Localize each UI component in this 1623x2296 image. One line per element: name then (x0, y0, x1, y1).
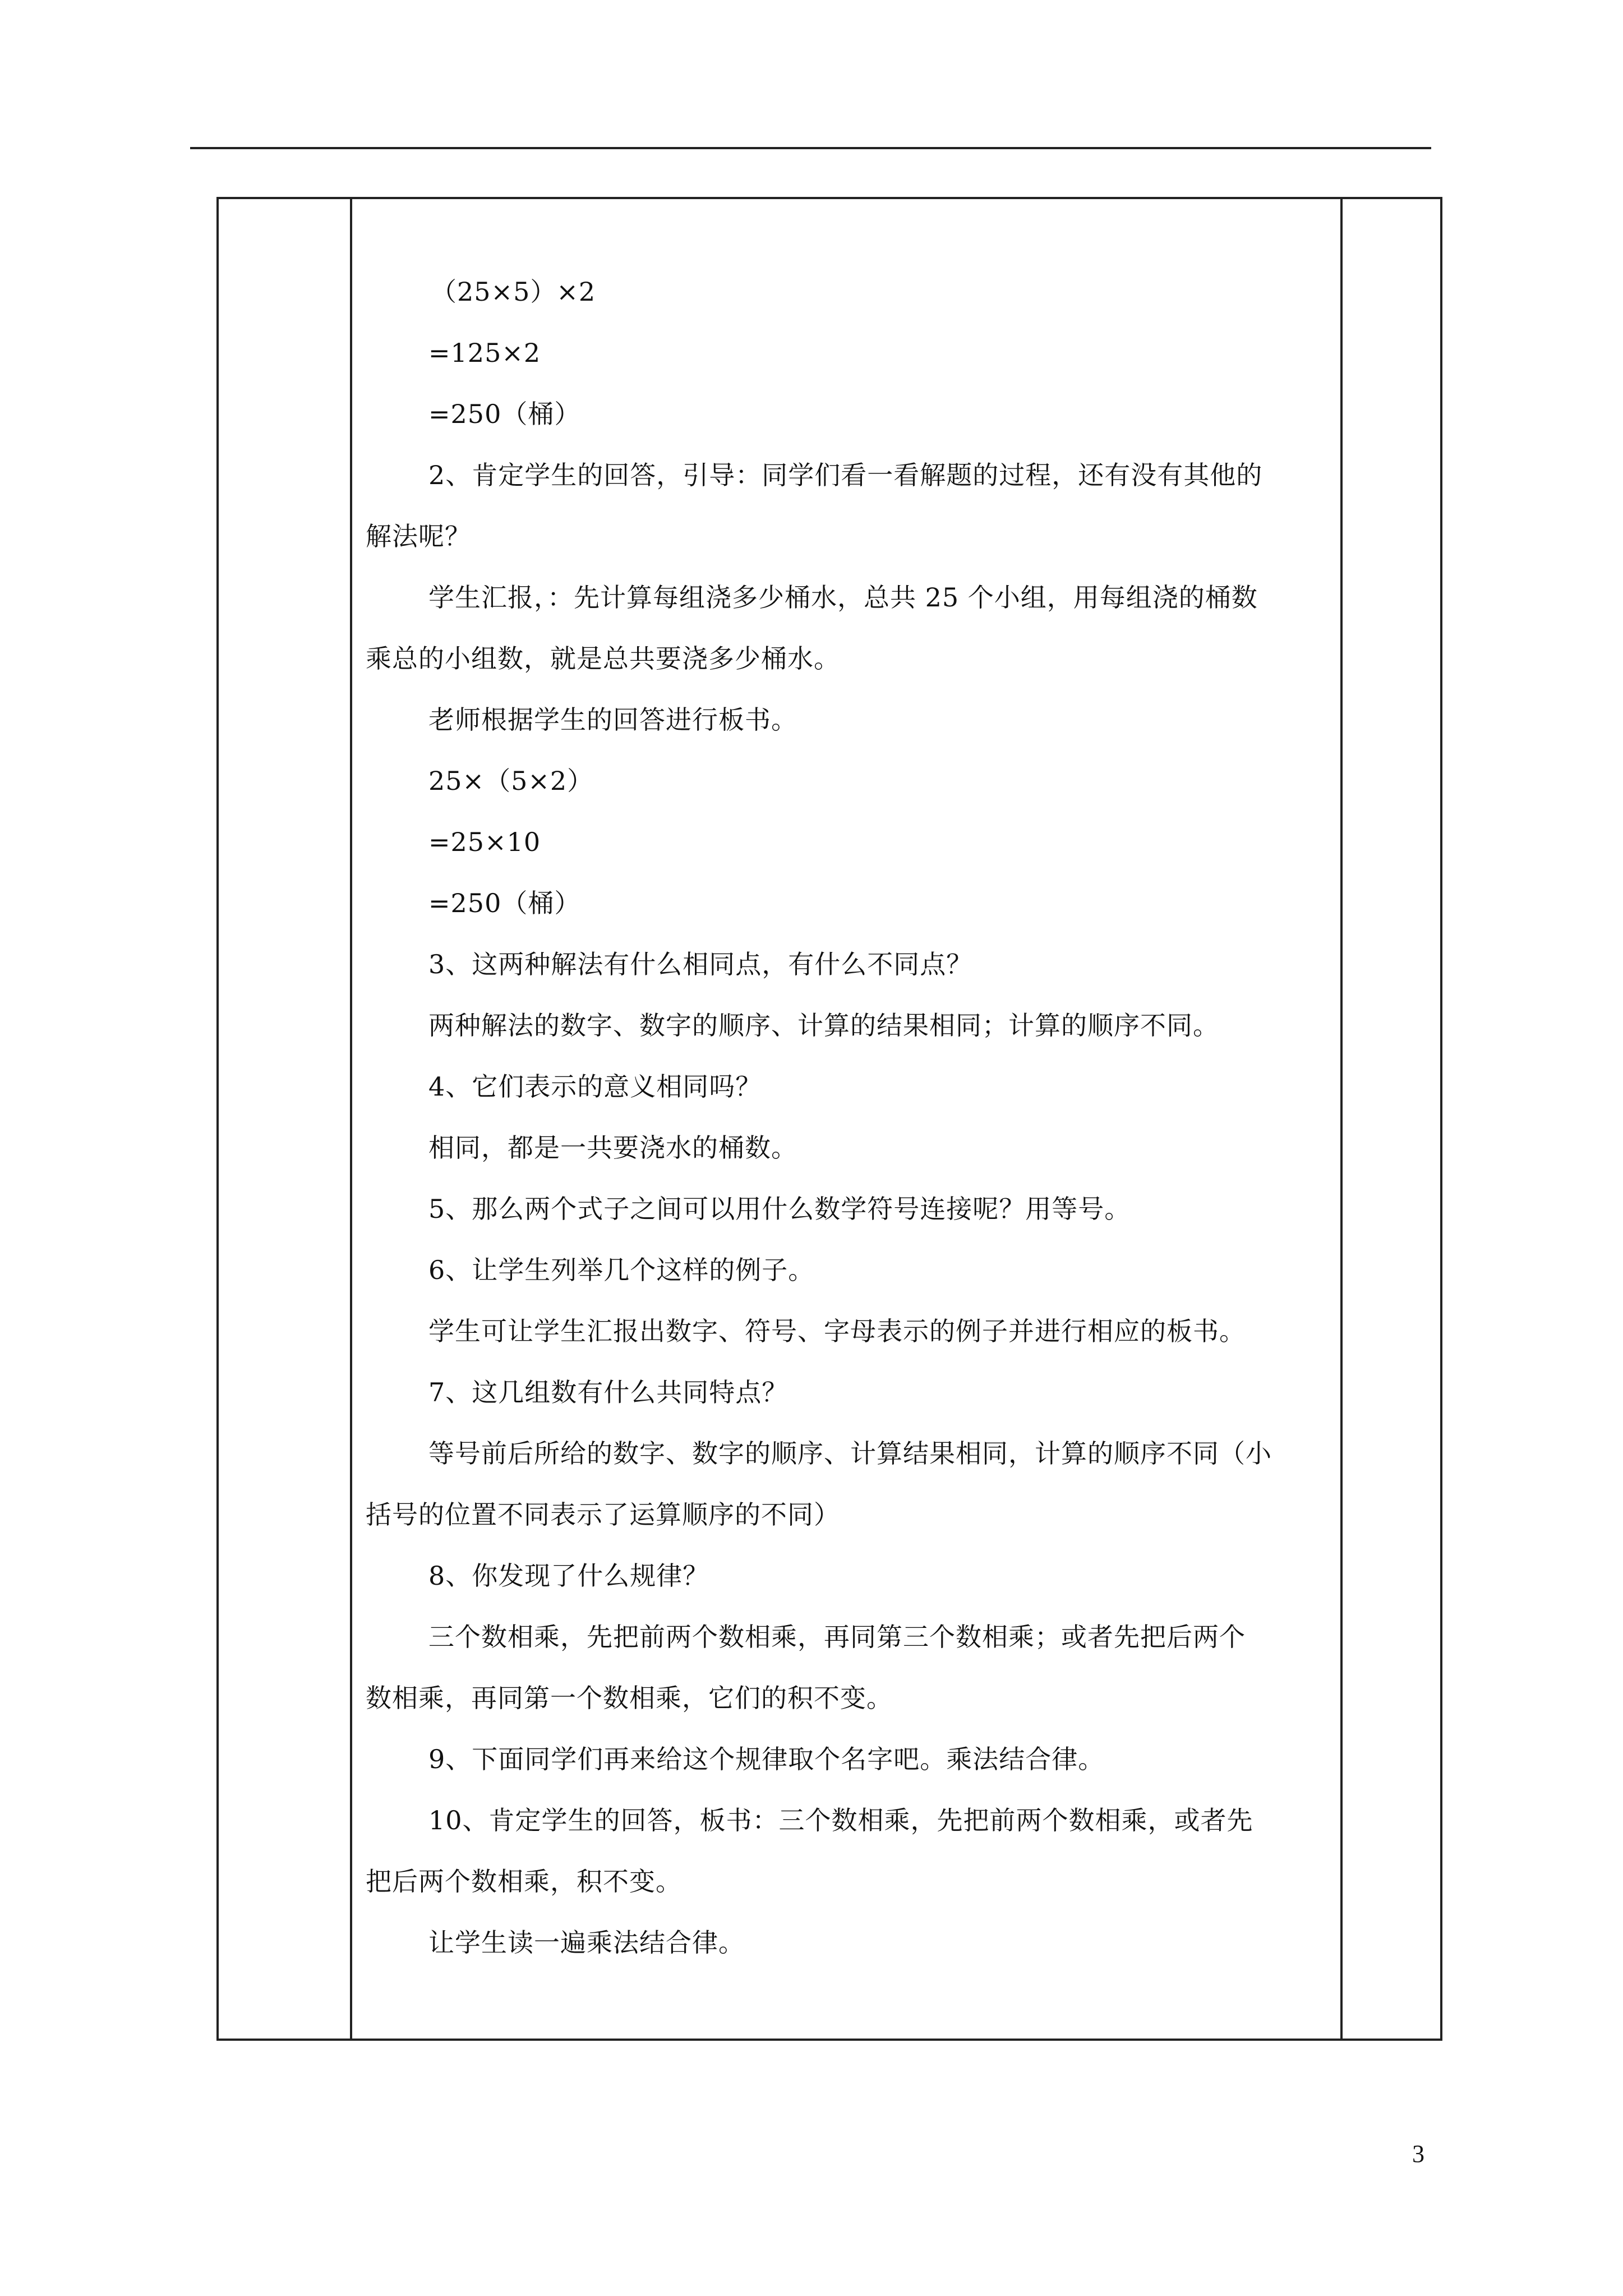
header-rule (190, 147, 1431, 149)
text-line: 25×（5×2） (428, 766, 594, 796)
text-line: 括号的位置不同表示了运算顺序的不同） (366, 1499, 840, 1530)
text-line: 学生汇报，：先计算每组浇多少桶水，总共 25 个小组，用每组浇的桶数 (428, 582, 1258, 613)
text-line: 9、下面同学们再来给这个规律取个名字吧。乘法结合律。 (428, 1744, 1105, 1774)
text-line: 学生可让学生汇报出数字、符号、字母表示的例子并进行相应的板书。 (428, 1316, 1246, 1346)
text-line: 相同，都是一共要浇水的桶数。 (428, 1133, 797, 1163)
text-line: 2、肯定学生的回答，引导：同学们看一看解题的过程，还有没有其他的 (428, 460, 1263, 490)
text-line: 让学生读一遍乘法结合律。 (428, 1927, 745, 1958)
text-line: 两种解法的数字、数字的顺序、计算的结果相同；计算的顺序不同。 (428, 1010, 1219, 1041)
text-line: 6、让学生列举几个这样的例子。 (428, 1255, 815, 1285)
text-line: 数相乘，再同第一个数相乘，它们的积不变。 (366, 1683, 893, 1713)
text-line: 10、肯定学生的回答，板书：三个数相乘，先把前两个数相乘，或者先 (428, 1805, 1253, 1835)
text-line: 5、那么两个式子之间可以用什么数学符号连接呢？用等号。 (428, 1194, 1131, 1224)
text-line: （25×5）×2 (431, 277, 596, 307)
page-number: 3 (1412, 2140, 1424, 2168)
text-line: 7、这几组数有什么共同特点？ (428, 1377, 789, 1407)
text-line: 三个数相乘，先把前两个数相乘，再同第三个数相乘；或者先把后两个 (428, 1622, 1246, 1652)
text-line: =125×2 (428, 338, 541, 368)
text-line: =250（桶） (428, 888, 581, 918)
text-line: 乘总的小组数，就是总共要浇多少桶水。 (366, 643, 840, 674)
right-empty-cell (1343, 199, 1440, 2039)
text-line: 4、它们表示的意义相同吗？ (428, 1071, 762, 1102)
text-line: 老师根据学生的回答进行板书。 (428, 705, 797, 735)
content-cell (352, 199, 1340, 2039)
text-line: 8、你发现了什么规律？ (428, 1561, 709, 1591)
text-line: =25×10 (428, 827, 541, 857)
text-line: 3、这两种解法有什么相同点，有什么不同点？ (428, 949, 973, 979)
text-line: =250（桶） (428, 399, 581, 429)
text-line: 解法呢？ (366, 521, 471, 551)
lesson-table (216, 197, 1442, 2041)
text-line: 把后两个数相乘，积不变。 (366, 1866, 682, 1897)
left-empty-cell (219, 199, 350, 2039)
text-line: 等号前后所给的数字、数字的顺序、计算结果相同，计算的顺序不同（小 (428, 1438, 1272, 1469)
